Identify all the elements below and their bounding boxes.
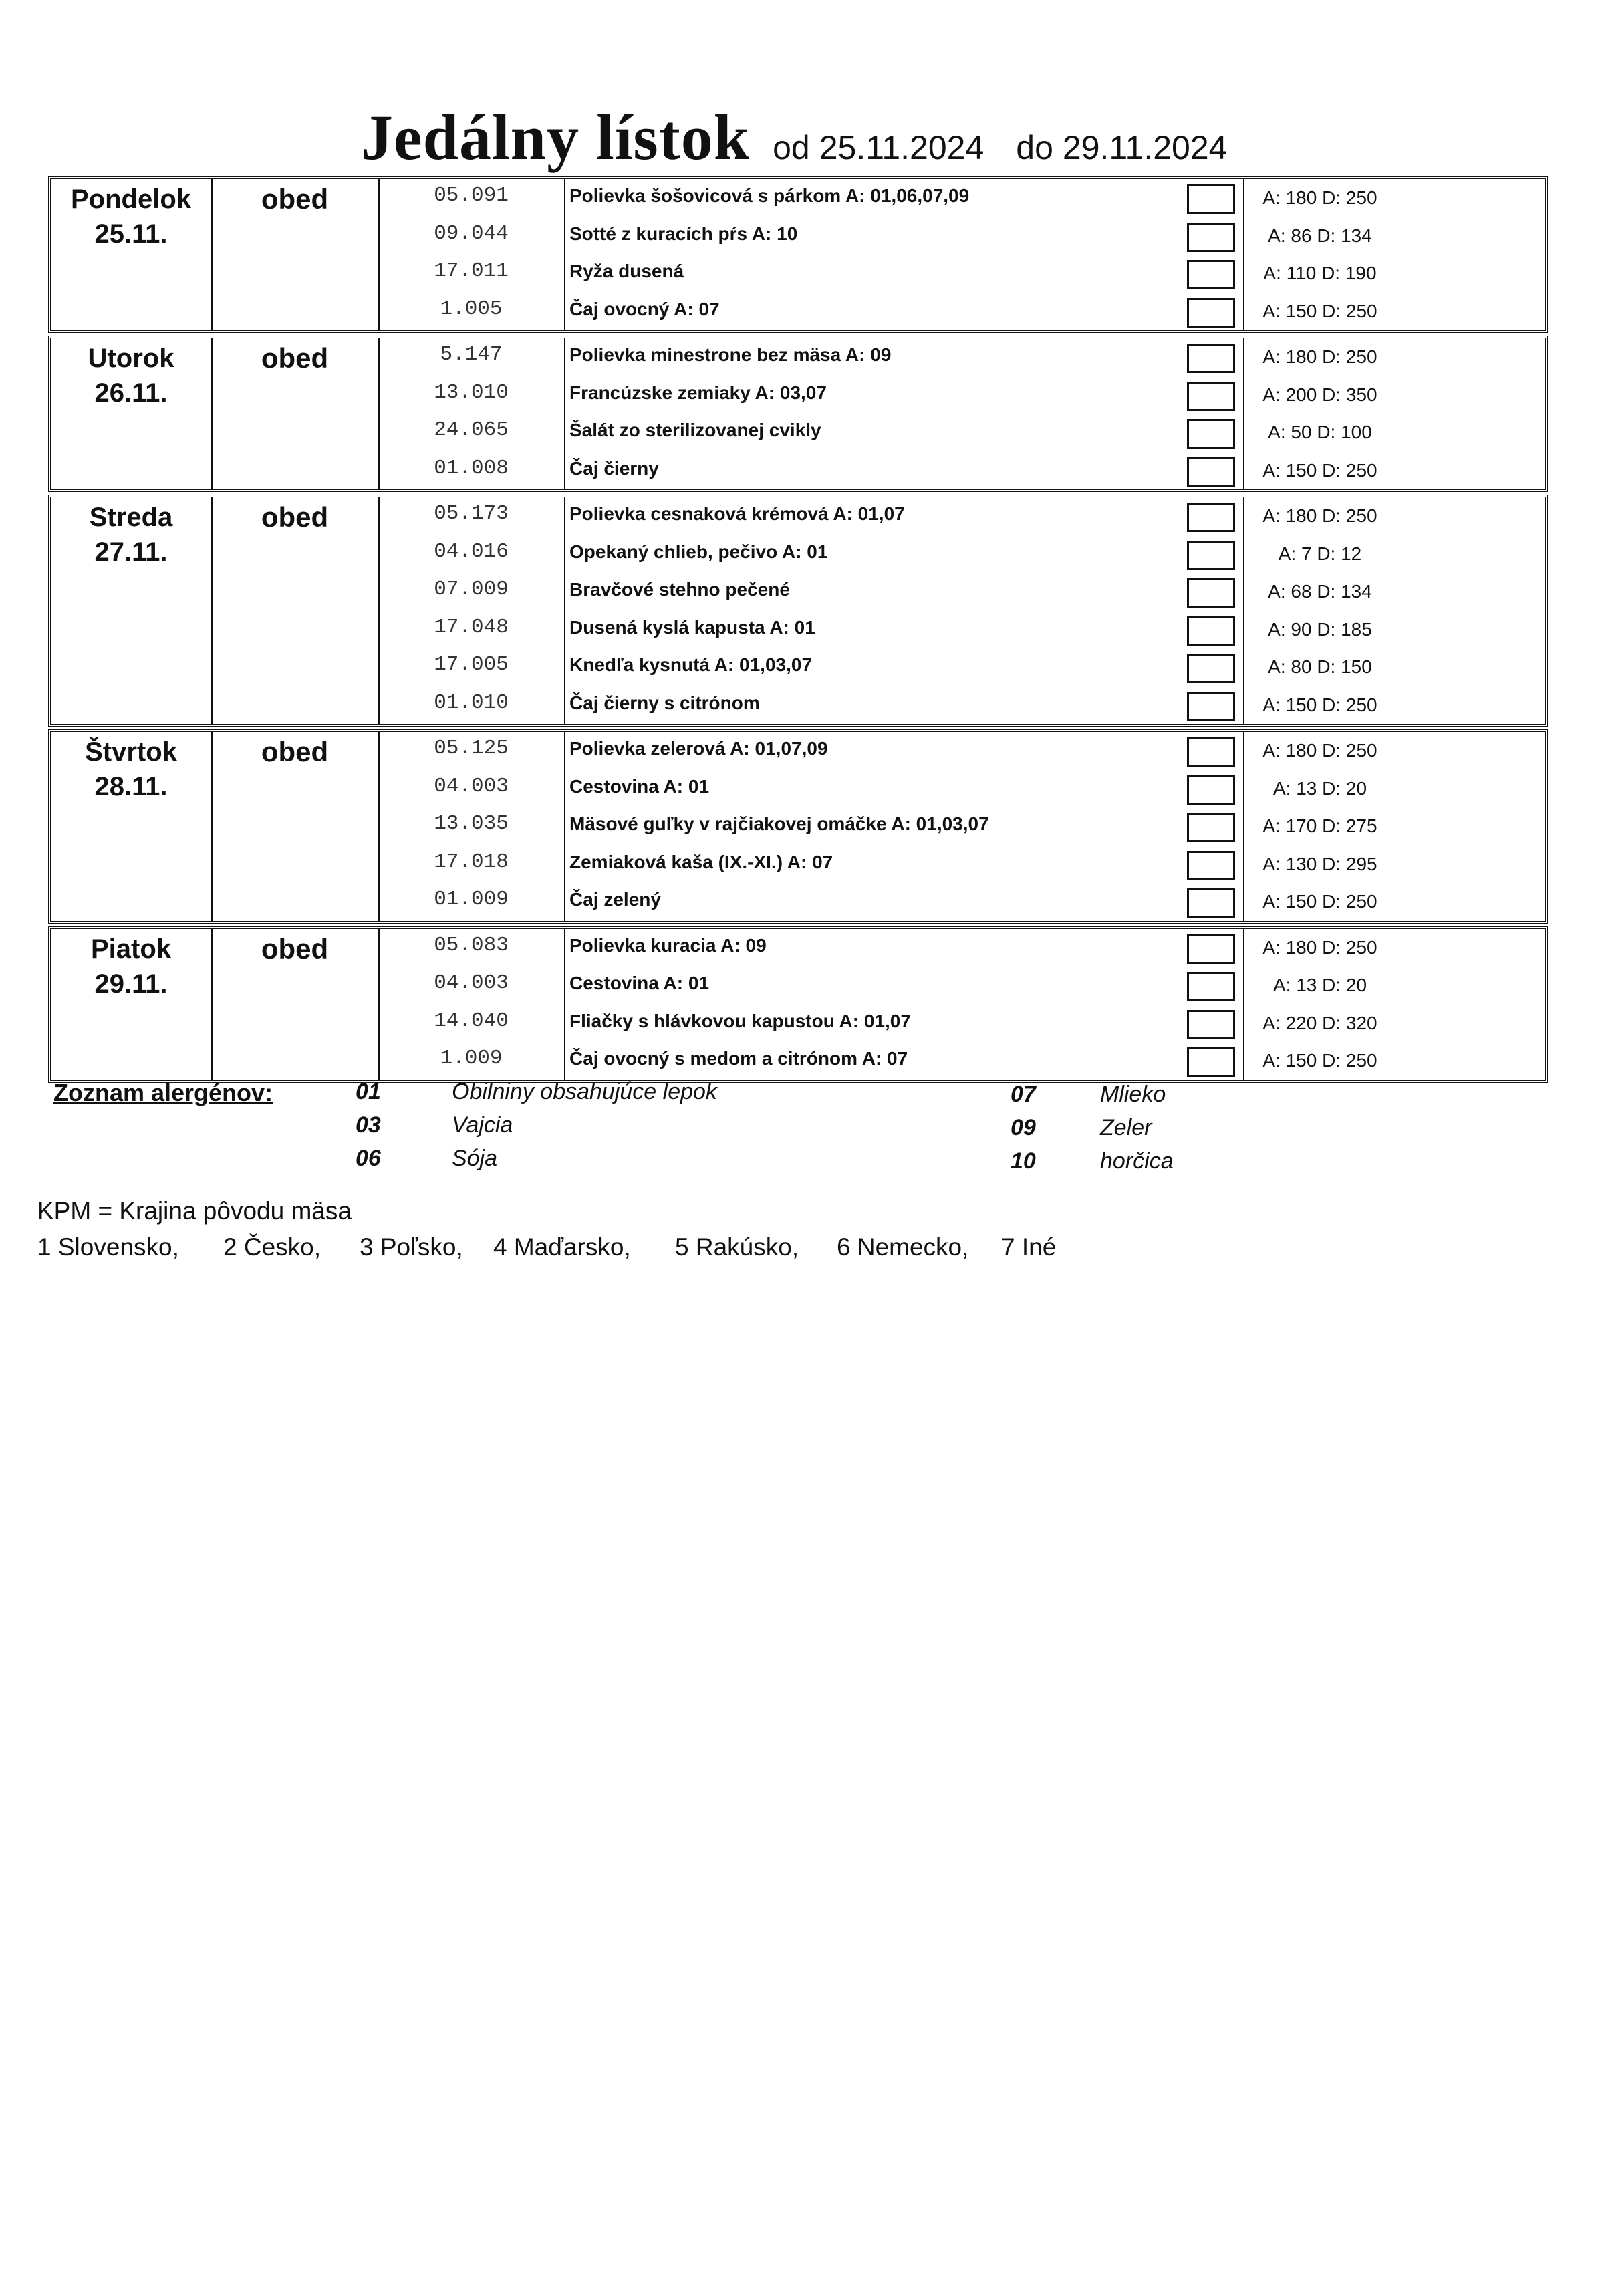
dish-code: 05.125 (434, 737, 509, 760)
day-date: 28.11. (94, 772, 168, 801)
order-checkbox[interactable] (1187, 934, 1235, 964)
order-checkbox[interactable] (1187, 775, 1235, 805)
dish-name: Čaj čierny s citrónom (569, 692, 760, 713)
menu-item-row (51, 809, 1545, 846)
dish-name: Polievka kuracia A: 09 (569, 934, 767, 956)
dish-name: Polievka cesnaková krémová A: 01,07 (569, 503, 905, 524)
weekday: Pondelok (70, 184, 192, 214)
order-checkbox[interactable] (1187, 616, 1235, 646)
order-checkbox[interactable] (1187, 457, 1235, 487)
dish-name: Cestovina A: 01 (569, 973, 710, 993)
country-item: 7 Iné (1001, 1233, 1057, 1261)
dish-name: Polievka šošovicová s párkom A: 01,06,07,09 (569, 185, 970, 206)
meal-type: obed (261, 736, 329, 767)
dish-code: 05.083 (434, 933, 509, 957)
order-checkbox[interactable] (1187, 382, 1235, 411)
country-list (37, 1230, 1107, 1265)
meal-type: obed (261, 932, 329, 965)
dish-code: 17.018 (434, 850, 509, 874)
day-date: 25.11. (94, 219, 168, 249)
country-item: 5 Rakúsko, (675, 1233, 799, 1261)
portion-weights: A: 170 D: 275 (1262, 815, 1377, 836)
allergen-name: horčica (1100, 1148, 1174, 1174)
allergen-name: Obilniny obsahujúce lepok (452, 1079, 717, 1104)
dish-code: 04.016 (434, 539, 509, 563)
menu-item-row (51, 256, 1545, 293)
order-checkbox[interactable] (1187, 692, 1235, 721)
order-checkbox[interactable] (1187, 737, 1235, 767)
portion-weights: A: 68 D: 134 (1268, 581, 1372, 602)
dish-name: Mäsové guľky v rajčiakovej omáčke A: 01,03,07 (569, 813, 989, 834)
order-checkbox[interactable] (1187, 298, 1235, 328)
portion-weights: A: 180 D: 250 (1262, 740, 1377, 761)
day-date: 27.11. (94, 537, 168, 567)
country-item: 3 Poľsko, (360, 1233, 463, 1261)
order-checkbox[interactable] (1187, 503, 1235, 532)
portion-weights: A: 150 D: 250 (1262, 300, 1377, 322)
dish-name: Opekaný chlieb, pečivo A: 01 (569, 541, 828, 562)
dish-name: Fliačky s hlávkovou kapustou A: 01,07 (569, 1010, 911, 1031)
menu-item-row (51, 771, 1545, 809)
menu-item-row (51, 294, 1545, 332)
menu-item-row (51, 612, 1545, 650)
order-checkbox[interactable] (1187, 541, 1235, 570)
from-date: 25.11.2024 (819, 129, 984, 166)
menu-item-row (51, 968, 1545, 1005)
portion-weights: A: 180 D: 250 (1262, 187, 1377, 208)
weekday: Streda (89, 503, 173, 532)
day-block (48, 729, 1548, 924)
menu-item-row (51, 884, 1545, 922)
menu-item-row (51, 453, 1545, 491)
menu-item-row (51, 219, 1545, 256)
dish-code: 04.003 (434, 971, 509, 995)
menu-item-row (51, 1043, 1545, 1081)
dish-name: Dusená kyslá kapusta A: 01 (569, 616, 815, 638)
portion-weights: A: 110 D: 190 (1263, 263, 1377, 283)
dish-code: 1.009 (440, 1047, 503, 1070)
dish-name: Ryža dusená (569, 261, 684, 281)
dish-name: Francúzske zemiaky A: 03,07 (569, 382, 827, 403)
menu-item-row (51, 847, 1545, 884)
menu-item-row (51, 499, 1545, 536)
dish-code: 1.005 (440, 297, 503, 321)
allergen-name: Mlieko (1100, 1081, 1166, 1107)
portion-weights: A: 90 D: 185 (1268, 618, 1372, 640)
portion-weights: A: 50 D: 100 (1268, 422, 1372, 442)
country-item: 4 Maďarsko, (493, 1233, 631, 1261)
allergen-name: Zeler (1100, 1115, 1152, 1140)
weekday: Štvrtok (85, 737, 177, 767)
portion-weights: A: 150 D: 250 (1262, 694, 1377, 715)
day-date: 29.11. (94, 969, 168, 999)
dish-code: 09.044 (434, 221, 509, 245)
day-block (48, 336, 1548, 492)
to-date: 29.11.2024 (1062, 129, 1228, 166)
dish-code: 07.009 (434, 578, 509, 601)
dish-code: 17.048 (434, 615, 509, 639)
to-label: do (1016, 129, 1053, 166)
portion-weights: A: 180 D: 250 (1262, 936, 1377, 958)
menu-item-row (51, 930, 1545, 968)
allergen-number: 07 (1011, 1081, 1036, 1107)
day-date: 26.11. (94, 378, 168, 408)
portion-weights: A: 220 D: 320 (1262, 1012, 1377, 1033)
allergen-number: 10 (1011, 1148, 1036, 1174)
dish-code: 5.147 (440, 343, 503, 366)
from-label: od (773, 129, 810, 166)
dish-code: 05.091 (434, 184, 509, 207)
dish-name: Zemiaková kaša (IX.-XI.) A: 07 (569, 851, 833, 872)
kpm-legend: KPM = Krajina pôvodu mäsa (37, 1197, 352, 1225)
dish-name: Čaj ovocný A: 07 (569, 298, 720, 320)
dish-code: 01.010 (434, 690, 509, 715)
menu-item-row (51, 733, 1545, 771)
dish-code: 01.008 (434, 456, 509, 480)
dish-name: Šalát zo sterilizovanej cvikly (569, 420, 821, 440)
menu-item-row (51, 180, 1545, 218)
dish-name: Čaj zelený (569, 889, 661, 910)
portion-weights: A: 180 D: 250 (1262, 346, 1377, 367)
order-checkbox[interactable] (1187, 888, 1235, 918)
meal-type: obed (261, 342, 329, 374)
dish-code: 24.065 (434, 418, 509, 442)
dish-code: 05.173 (434, 502, 509, 525)
order-checkbox[interactable] (1187, 260, 1235, 289)
allergen-number: 09 (1011, 1115, 1036, 1140)
portion-weights: A: 80 D: 150 (1268, 656, 1372, 677)
meal-type: obed (261, 183, 329, 215)
dish-name: Knedľa kysnutá A: 01,03,07 (569, 654, 813, 675)
weekday: Utorok (88, 344, 174, 373)
order-checkbox[interactable] (1187, 344, 1235, 373)
menu-item-row (51, 378, 1545, 415)
weekday: Piatok (90, 934, 172, 964)
dish-name: Bravčové stehno pečené (569, 579, 790, 600)
meal-type: obed (261, 501, 329, 533)
page-header (361, 100, 1227, 174)
menu-item-row (51, 574, 1545, 612)
day-block (48, 176, 1548, 333)
portion-weights: A: 130 D: 295 (1262, 853, 1377, 874)
portion-weights: A: 86 D: 134 (1268, 225, 1372, 246)
portion-weights: A: 13 D: 20 (1272, 975, 1367, 995)
menu-item-row (51, 650, 1545, 687)
portion-weights: A: 200 D: 350 (1262, 384, 1377, 405)
dish-name: Polievka zelerová A: 01,07,09 (569, 738, 828, 759)
dish-name: Polievka minestrone bez mäsa A: 09 (569, 344, 892, 365)
menu-table (48, 176, 1548, 1086)
menu-item-row (51, 537, 1545, 574)
country-item: 6 Nemecko, (837, 1233, 969, 1261)
menu-item-row (51, 415, 1545, 453)
day-block (48, 926, 1548, 1083)
portion-weights: A: 150 D: 250 (1262, 459, 1377, 481)
dish-code: 01.009 (434, 888, 509, 911)
allergen-name: Sója (452, 1146, 498, 1171)
order-checkbox[interactable] (1187, 419, 1235, 449)
dish-name: Sotté z kuracích pŕs A: 10 (569, 223, 798, 244)
portion-weights: A: 7 D: 12 (1278, 543, 1362, 564)
portion-weights: A: 150 D: 250 (1262, 1050, 1377, 1071)
order-checkbox[interactable] (1187, 972, 1235, 1001)
allergen-number: 03 (356, 1112, 381, 1138)
order-checkbox[interactable] (1187, 1010, 1235, 1039)
allergen-name: Vajcia (452, 1112, 513, 1138)
dish-code: 17.005 (434, 653, 509, 676)
menu-item-row (51, 688, 1545, 725)
country-item: 2 Česko, (223, 1233, 321, 1261)
portion-weights: A: 150 D: 250 (1262, 891, 1377, 912)
dish-code: 17.011 (434, 259, 509, 283)
dish-code: 04.003 (434, 774, 509, 798)
dish-code: 13.010 (434, 380, 509, 404)
country-item: 1 Slovensko, (37, 1233, 179, 1261)
allergen-number: 01 (356, 1079, 381, 1104)
dish-code: 14.040 (434, 1009, 509, 1033)
order-checkbox[interactable] (1187, 1047, 1235, 1077)
order-checkbox[interactable] (1187, 578, 1235, 608)
menu-item-row (51, 1006, 1545, 1043)
order-checkbox[interactable] (1187, 184, 1235, 214)
day-block (48, 495, 1548, 727)
order-checkbox[interactable] (1187, 813, 1235, 842)
allergen-number: 06 (356, 1146, 381, 1171)
order-checkbox[interactable] (1187, 851, 1235, 880)
dish-name: Čaj čierny (569, 457, 659, 479)
allergen-list (53, 1079, 1256, 1186)
dish-code: 13.035 (434, 812, 509, 836)
allergen-list-title: Zoznam alergénov: (53, 1079, 273, 1106)
portion-weights: A: 180 D: 250 (1262, 505, 1377, 526)
dish-name: Čaj ovocný s medom a citrónom A: 07 (569, 1048, 908, 1069)
menu-item-row (51, 340, 1545, 377)
order-checkbox[interactable] (1187, 654, 1235, 683)
page-title: Jedálny lístok (361, 102, 751, 173)
order-checkbox[interactable] (1187, 223, 1235, 252)
portion-weights: A: 13 D: 20 (1272, 777, 1367, 799)
dish-name: Cestovina A: 01 (569, 775, 710, 797)
